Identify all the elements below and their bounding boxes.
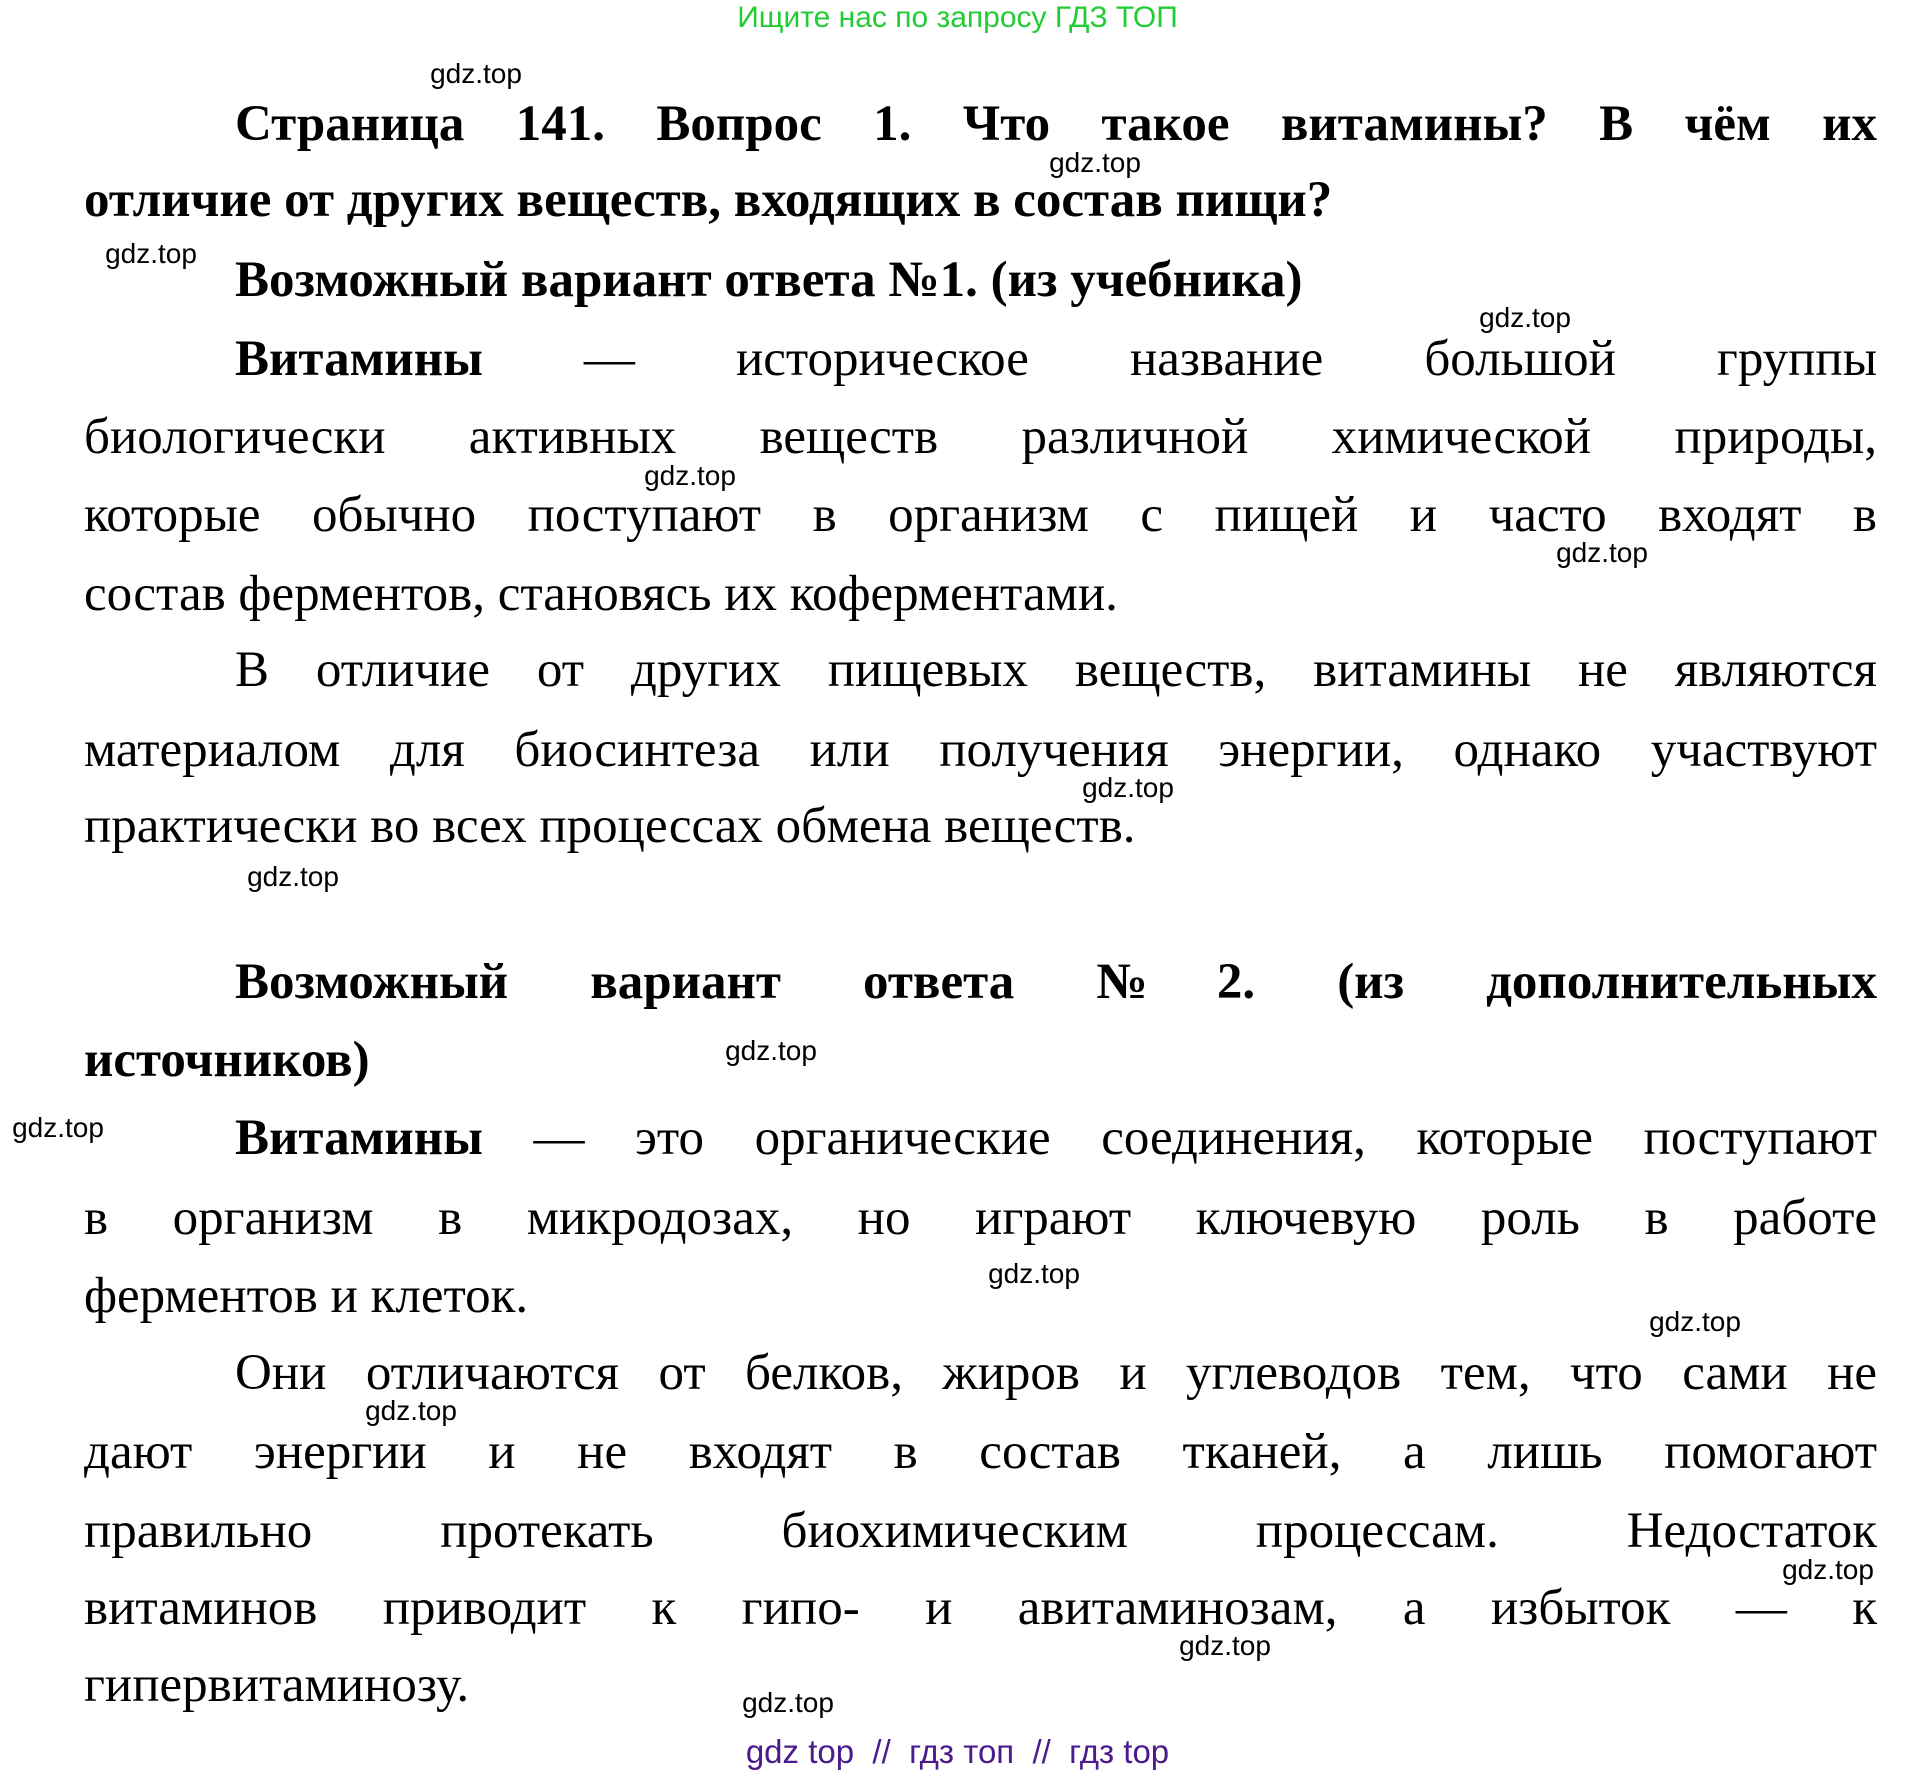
gdz-watermark: gdz.top [1049,147,1141,178]
heading-line [235,241,1877,319]
gdz-watermark: gdz.top [1479,302,1571,333]
line-text: — это органические соединения, которые поступают [482,1110,1877,1166]
line-text: гипервитаминозу. [84,1657,470,1713]
line-text: материалом для биосинтеза или получения энергии, однако участвуют [84,722,1877,778]
text-line [84,1257,1877,1335]
heading-line [84,1021,1877,1099]
text-line [235,1334,1877,1412]
gdz-watermark: gdz.top [1649,1306,1741,1337]
line-text: — историческое название большой группы [482,331,1877,387]
heading-line [235,943,1877,1021]
text-line [84,711,1877,789]
line-text: биологически активных веществ различной химической природы, [84,409,1877,465]
text-line [84,1569,1877,1647]
text-line [84,1646,1877,1724]
search-banner: Ищите нас по запросу ГДЗ ТОП [737,1,1178,34]
text-line [235,320,1877,398]
line-text: отличие от других веществ, входящих в состав пищи? [84,172,1333,228]
text-line [84,398,1877,476]
gdz-watermark: gdz.top [1082,772,1174,803]
gdz-watermark: gdz.top [1782,1554,1874,1585]
term-bold: Витамины [235,331,483,387]
line-text: которые обычно поступают в организм с пищей и часто входят в [84,487,1877,543]
gdz-watermark: gdz.top [1179,1630,1271,1661]
line-text: Возможный вариант ответа №2. (из дополнительных [235,954,1877,1010]
text-line [84,1179,1877,1257]
gdz-watermark: gdz.top [742,1687,834,1718]
line-text: В отличие от других пищевых веществ, витамины не являются [235,642,1877,698]
gdz-watermark: gdz.top [105,238,197,269]
gdz-watermark: gdz.top [247,861,339,892]
line-text: правильно протекать биохимическим процессам. Недостаток [84,1503,1877,1559]
footer-watermark: gdz top // гдз топ // гдз top [745,1733,1170,1770]
text-line [84,1413,1877,1491]
heading-line [84,161,1877,239]
line-text: дают энергии и не входят в состав тканей, а лишь помогают [84,1424,1877,1480]
line-text: источников) [84,1032,370,1088]
line-text: Возможный вариант ответа №1. (из учебника) [235,252,1303,308]
line-text: Они отличаются от белков, жиров и углеводов тем, что сами не [235,1345,1877,1401]
text-line [84,787,1877,865]
term-bold: Витамины [235,1110,483,1166]
gdz-watermark: gdz.top [12,1112,104,1143]
gdz-watermark: gdz.top [1556,537,1648,568]
gdz-watermark: gdz.top [430,58,522,89]
line-text: практически во всех процессах обмена веществ. [84,798,1136,854]
line-text: витаминов приводит к гипо- и авитаминозам, а избыток — к [84,1580,1877,1636]
text-line [84,1492,1877,1570]
gdz-watermark: gdz.top [725,1035,817,1066]
text-line [235,1099,1877,1177]
line-text: ферментов и клеток. [84,1268,529,1324]
gdz-watermark: gdz.top [988,1258,1080,1289]
gdz-watermark: gdz.top [644,460,736,491]
line-text: в организм в микродозах, но играют ключевую роль в работе [84,1190,1877,1246]
line-text: состав ферментов, становясь их коферментами. [84,566,1118,622]
gdz-watermark: gdz.top [365,1395,457,1426]
text-line [235,631,1877,709]
line-text: Страница 141. Вопрос 1. Что такое витамины? В чём их [235,96,1877,152]
